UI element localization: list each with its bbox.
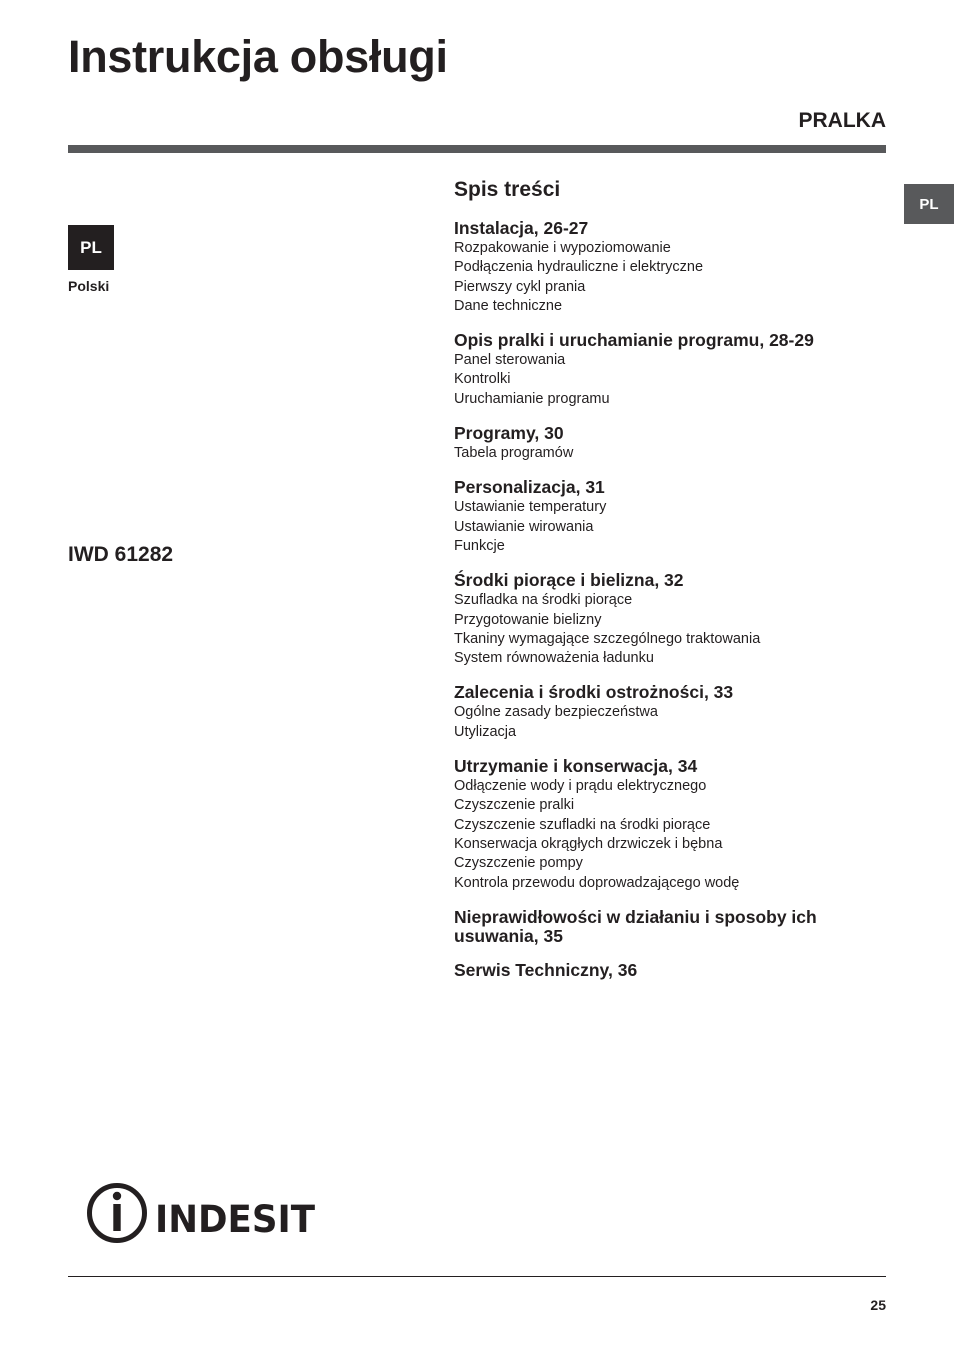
toc-item: Ogólne zasady bezpieczeństwa	[454, 704, 658, 721]
toc-item: Dane techniczne	[454, 297, 563, 314]
toc-item: Odłączenie wody i prądu elektrycznego	[454, 778, 707, 795]
toc-section-title: Instalacja, 26-27	[454, 218, 589, 238]
page-number: 25	[870, 1297, 886, 1313]
toc-item: Panel sterowania	[454, 352, 566, 369]
toc-item: Uruchamianie programu	[454, 390, 610, 407]
toc-section-title: Programy, 30	[454, 423, 564, 444]
toc-section	[454, 683, 886, 742]
indesit-logo	[86, 1182, 318, 1244]
toc-section	[454, 478, 886, 556]
table-of-contents	[454, 177, 886, 995]
toc-section-title: Nieprawidłowości w działaniu i sposoby ich usuwania, 35	[454, 906, 817, 946]
toc-title: Spis treści	[454, 178, 561, 201]
page-title: Instrukcja obsługi	[68, 31, 448, 82]
toc-section-title: Utrzymanie i konserwacja, 34	[454, 756, 698, 777]
model-number: IWD 61282	[68, 543, 174, 566]
toc-item: Czyszczenie szufladki na środki piorące	[454, 816, 711, 833]
language-name: Polski	[68, 278, 110, 294]
toc-section	[454, 961, 886, 980]
toc-section	[454, 757, 886, 893]
title-divider	[68, 145, 886, 153]
toc-item: Czyszczenie pompy	[454, 855, 583, 872]
toc-item: Tkaniny wymagające szczególnego traktowania	[454, 630, 761, 647]
toc-section	[454, 331, 886, 409]
logo-wordmark: INDESIT	[155, 1198, 316, 1241]
toc-section	[454, 571, 886, 668]
toc-item: Kontrolki	[454, 371, 511, 388]
toc-section-title: Zalecenia i środki ostrożności, 33	[454, 682, 734, 703]
toc-section	[454, 424, 886, 463]
toc-section-title: Środki piorące i bielizna, 32	[454, 570, 684, 591]
toc-item: Utylizacja	[454, 723, 517, 740]
toc-item: Podłączenia hydrauliczne i elektryczne	[454, 259, 704, 276]
toc-item: System równoważenia ładunku	[454, 650, 654, 667]
product-type-label: PRALKA	[798, 109, 886, 132]
toc-item: Funkcje	[454, 537, 505, 554]
toc-sections	[454, 219, 886, 980]
toc-section-title: Opis pralki i uruchamianie programu, 28-29	[454, 330, 814, 351]
toc-item: Rozpakowanie i wypoziomowanie	[454, 240, 671, 256]
language-side-tab: PL	[904, 184, 954, 224]
toc-item: Tabela programów	[454, 445, 574, 462]
toc-item: Ustawianie wirowania	[454, 518, 594, 535]
footer-divider	[68, 1276, 886, 1277]
toc-item: Przygotowanie bielizny	[454, 611, 602, 628]
toc-section-title: Personalizacja, 31	[454, 477, 605, 498]
toc-item: Czyszczenie pralki	[454, 797, 575, 814]
toc-item: Kontrola przewodu doprowadzającego wodę	[454, 874, 740, 891]
logo-dot-icon	[113, 1192, 121, 1200]
language-badge: PL	[68, 225, 114, 270]
toc-section-title: Serwis Techniczny, 36	[454, 959, 638, 980]
toc-section	[454, 908, 886, 946]
toc-item: Szufladka na środki piorące	[454, 592, 633, 609]
logo-stem-icon	[113, 1204, 120, 1231]
toc-section	[454, 219, 886, 316]
toc-item: Pierwszy cykl prania	[454, 278, 586, 295]
toc-item: Konserwacja okrągłych drzwiczek i bębna	[454, 835, 723, 852]
toc-item: Ustawianie temperatury	[454, 499, 607, 516]
